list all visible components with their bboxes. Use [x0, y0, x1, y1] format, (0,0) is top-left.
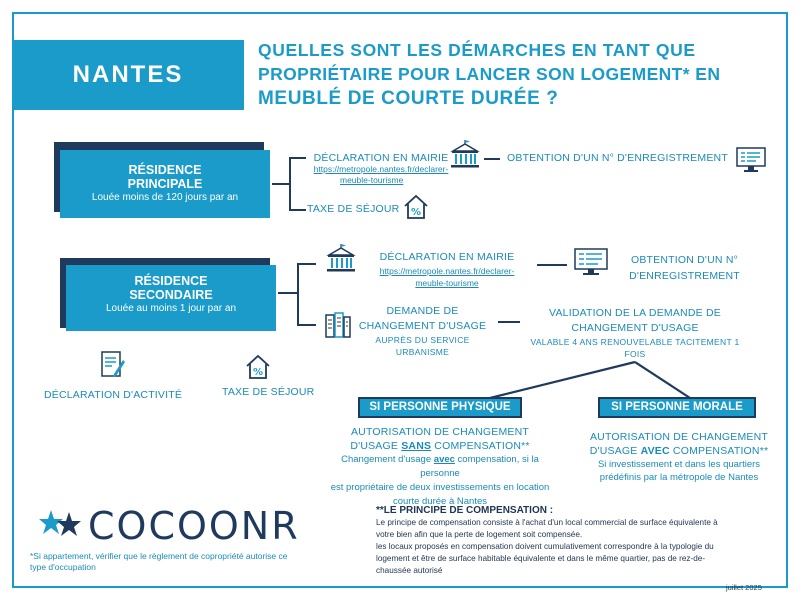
physique-line-2c: COMPENSATION** — [431, 440, 530, 452]
physique-line-2a: D'USAGE — [350, 440, 402, 452]
principale-link-1[interactable]: https://metropole.nantes.fr/declarer- — [313, 164, 449, 174]
secondaire-box — [66, 265, 276, 331]
city-title: NANTES — [72, 61, 184, 88]
secondaire-link-2[interactable]: meuble-tourisme — [415, 278, 479, 288]
physique-detail-1 — [320, 453, 560, 481]
compensation-line-1: Le principe de compensation consiste à l'achat d'un local commercial de surface équivalente à — [376, 518, 718, 527]
city-banner — [12, 40, 244, 110]
svg-text:%: % — [410, 207, 422, 218]
principale-arrow-line — [484, 158, 500, 160]
secondaire-connector — [276, 255, 320, 335]
personne-morale-tag: SI PERSONNE MORALE — [598, 397, 756, 418]
secondaire-obtention-2: D'ENREGISTREMENT — [629, 270, 740, 282]
morale-line-1: AUTORISATION DE CHANGEMENT — [589, 431, 769, 443]
secondaire-validation-4: FOIS — [624, 349, 646, 359]
compensation-line-5: chaussée autorisé — [376, 566, 443, 575]
principale-title-1: RÉSIDENCE — [128, 163, 202, 177]
principale-declaration — [296, 152, 466, 186]
secondaire-demande-3: AUPRÈS DU SERVICE — [375, 335, 470, 345]
demande-arrow-line — [498, 321, 520, 323]
compensation-title: **LE PRINCIPE DE COMPENSATION : — [376, 505, 554, 516]
footnote — [30, 551, 330, 573]
title-line-2: PROPRIÉTAIRE POUR LANCER SON LOGEMENT* EN — [258, 64, 721, 84]
physique-detail-2: est propriétaire de deux investissements en location — [330, 482, 550, 493]
principale-declaration-label: DÉCLARATION EN MAIRIE — [313, 152, 449, 164]
secondaire-title-1: RÉSIDENCE — [134, 274, 208, 288]
physique-detail-1a: Changement d'usage — [341, 454, 434, 465]
footnote-line-1: *Si appartement, vérifier que le règlement de copropriété autorise ce — [30, 551, 288, 561]
secondaire-demande-4: URBANISME — [395, 347, 450, 357]
secondaire-demande-1: DEMANDE DE — [386, 305, 459, 317]
principale-subtitle: Louée moins de 120 jours par an — [91, 192, 239, 203]
principale-link-2[interactable]: meuble-tourisme — [340, 175, 404, 185]
date-label: juillet 2025 — [726, 583, 762, 592]
secondaire-obtention — [612, 252, 757, 284]
title-line-3: MEUBLÉ DE COURTE DURÉE ? — [258, 88, 559, 109]
physique-avec: avec — [433, 454, 455, 465]
morale-line-2 — [574, 444, 784, 458]
secondaire-subtitle: Louée au moins 1 jour par an — [105, 303, 237, 314]
compensation-line-4: logement et être de surface habitable équivalente et dans le même quartier, pas de rez-de- — [376, 554, 706, 563]
brand-name: COCOONR — [88, 504, 300, 548]
physique-detail-3: courte durée à Nantes — [392, 496, 487, 507]
secondaire-link-1[interactable]: https://metropole.nantes.fr/declarer- — [379, 266, 515, 276]
townhall-icon-2 — [325, 244, 357, 274]
secondaire-declaration — [362, 250, 532, 289]
morale-avec: AVEC — [640, 445, 670, 457]
townhall-icon — [449, 140, 481, 170]
secondaire-declaration-label: DÉCLARATION EN MAIRIE — [379, 251, 515, 263]
declaration-activite: DÉCLARATION D'ACTIVITÉ — [44, 389, 183, 401]
compensation-line-3: les locaux proposés en compensation doivent cumulativement correspondre à la typologie du — [376, 542, 714, 551]
physique-detail-1c: compensation, si la personne — [420, 454, 539, 479]
document-pen-icon — [100, 350, 126, 380]
principale-obtention: OBTENTION D'UN N° D'ENREGISTREMENT — [507, 152, 728, 164]
physique-line-1: AUTORISATION DE CHANGEMENT — [350, 426, 530, 438]
svg-text:%: % — [252, 367, 264, 378]
house-percent-icon-2 — [244, 353, 272, 381]
secondaire-obtention-1: OBTENTION D'UN N° — [630, 254, 739, 266]
compensation-line-2: votre bien afin que la perte de logement soit compensée. — [376, 530, 583, 539]
physique-line-2 — [320, 439, 560, 453]
secondaire-validation — [525, 306, 745, 360]
page-title — [258, 38, 778, 112]
principale-title-2: PRINCIPALE — [127, 177, 203, 191]
title-line-1: QUELLES SONT LES DÉMARCHES EN TANT QUE — [258, 40, 696, 60]
secondaire-demande-2: CHANGEMENT D'USAGE — [358, 320, 487, 332]
secondaire-demande — [350, 304, 495, 358]
physique-sans: SANS — [401, 440, 432, 452]
computer-form-icon — [736, 147, 766, 173]
computer-form-icon-2 — [574, 248, 608, 278]
cocoonr-logo-icon — [35, 506, 85, 546]
morale-detail-1: Si investissement et dans les quartiers — [597, 459, 761, 470]
building-icon — [324, 311, 352, 339]
secondaire-title-2: SECONDAIRE — [129, 288, 213, 302]
principale-box — [60, 150, 270, 218]
physique-authorisation — [320, 425, 560, 509]
house-percent-icon — [402, 193, 430, 221]
principale-taxe: TAXE DE SÉJOUR — [307, 203, 400, 215]
secondaire-validation-2: CHANGEMENT D'USAGE — [571, 322, 699, 334]
secondaire-arrow-line — [537, 264, 567, 266]
secondaire-validation-3: VALABLE 4 ANS RENOUVELABLE TACITEMENT 1 — [530, 337, 740, 347]
secondaire-taxe: TAXE DE SÉJOUR — [222, 386, 315, 398]
footnote-line-2: type d'occupation — [30, 562, 96, 572]
morale-line-2a: D'USAGE — [589, 445, 641, 457]
secondaire-validation-1: VALIDATION DE LA DEMANDE DE — [549, 307, 721, 319]
morale-authorisation — [574, 430, 784, 484]
morale-line-2c: COMPENSATION** — [669, 445, 769, 457]
compensation-block — [376, 504, 766, 577]
morale-detail-2: prédéfinis par la métropole de Nantes — [599, 472, 759, 483]
personne-physique-tag: SI PERSONNE PHYSIQUE — [358, 397, 522, 418]
